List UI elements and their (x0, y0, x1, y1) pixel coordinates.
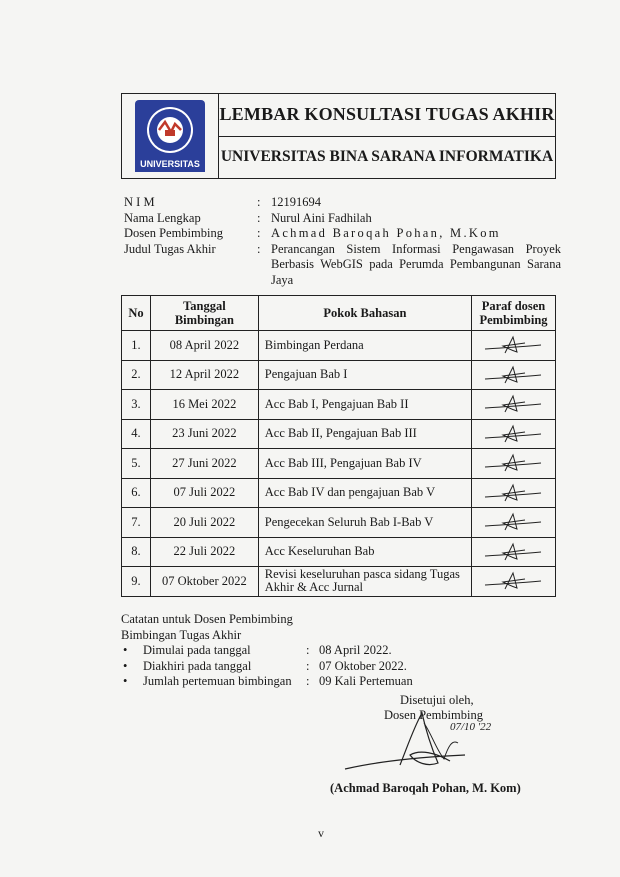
meeting-count-label: Jumlah pertemuan bimbingan (143, 674, 292, 688)
row-date: 20 Juli 2022 (150, 508, 258, 538)
nim-row (124, 195, 561, 211)
notes-line-1: Catatan untuk Dosen Pembimbing (121, 612, 293, 626)
row-date: 23 Juni 2022 (150, 419, 258, 449)
table-row (122, 331, 556, 361)
header-sign: Paraf dosen Pembimbing (472, 296, 556, 331)
row-no: 9. (122, 567, 151, 597)
table-row (122, 478, 556, 508)
row-topic: Acc Bab III, Pengajuan Bab IV (258, 449, 471, 479)
row-no: 5. (122, 449, 151, 479)
advisor-row (124, 226, 561, 242)
row-signature-cell (472, 478, 556, 508)
row-signature-cell (472, 537, 556, 567)
advisor-signature (340, 705, 510, 775)
row-topic: Acc Bab IV dan pengajuan Bab V (258, 478, 471, 508)
table-row (122, 360, 556, 390)
thesis-label: Judul Tugas Akhir (124, 241, 216, 256)
meeting-count-item (121, 674, 413, 690)
row-no: 3. (122, 390, 151, 420)
advisor-colon: : (257, 226, 261, 240)
signature-mark (483, 452, 545, 474)
row-date: 27 Juni 2022 (150, 449, 258, 479)
row-topic: Pengecekan Seluruh Bab I-Bab V (258, 508, 471, 538)
row-no: 7. (122, 508, 151, 538)
start-date-colon: : (306, 643, 310, 657)
signature-mark (483, 334, 545, 356)
row-signature-cell (472, 567, 556, 597)
row-no: 4. (122, 419, 151, 449)
end-date-item (121, 659, 413, 675)
table-row (122, 537, 556, 567)
nim-label: N I M (124, 195, 155, 209)
signature-mark (483, 364, 545, 386)
name-label: Nama Lengkap (124, 210, 201, 225)
table-header-row (122, 296, 556, 331)
table-row (122, 419, 556, 449)
bullet: • (123, 658, 128, 673)
meeting-count-colon: : (306, 674, 310, 688)
row-date: 16 Mei 2022 (150, 390, 258, 420)
row-signature-cell (472, 508, 556, 538)
name-value: Nurul Aini Fadhilah (271, 210, 372, 225)
row-no: 2. (122, 360, 151, 390)
signature-mark (483, 541, 545, 563)
row-no: 1. (122, 331, 151, 361)
row-topic: Acc Bab I, Pengajuan Bab II (258, 390, 471, 420)
signature-mark (483, 570, 545, 592)
student-info (124, 195, 561, 288)
row-topic: Acc Bab II, Pengajuan Bab III (258, 419, 471, 449)
thesis-value: Perancangan Sistem Informasi Pengawasan Proyek Berbasis WebGIS pada Perumda Pembangunan Sarana Jaya (271, 241, 561, 287)
row-topic: Pengajuan Bab I (258, 360, 471, 390)
row-date: 07 Juli 2022 (150, 478, 258, 508)
table-row (122, 567, 556, 597)
logo-label: UNIVERSITAS (140, 159, 200, 169)
signature-mark (483, 482, 545, 504)
university-name: UNIVERSITAS BINA SARANA INFORMATIKA (220, 148, 554, 166)
start-date-item (121, 643, 413, 659)
name-row (124, 211, 561, 227)
header-date: Tanggal Bimbingan (150, 296, 258, 331)
advisor-label: Dosen Pembimbing (124, 226, 223, 240)
row-no: 8. (122, 537, 151, 567)
start-date-value: 08 April 2022. (319, 643, 392, 657)
end-date-label: Diakhiri pada tanggal (143, 658, 252, 673)
nim-value: 12191694 (271, 195, 321, 209)
notes-section (121, 612, 413, 690)
signer-name: (Achmad Baroqah Pohan, M. Kom) (330, 781, 521, 795)
signature-mark (483, 511, 545, 533)
table-row (122, 508, 556, 538)
signature-mark (483, 423, 545, 445)
row-signature-cell (472, 419, 556, 449)
header-topic: Pokok Bahasan (258, 296, 471, 331)
row-date: 12 April 2022 (150, 360, 258, 390)
row-signature-cell (472, 390, 556, 420)
row-date: 22 Juli 2022 (150, 537, 258, 567)
row-no: 6. (122, 478, 151, 508)
notes-line-2: Bimbingan Tugas Akhir (121, 627, 242, 642)
row-date: 07 Oktober 2022 (150, 567, 258, 597)
advisor-role: Dosen Pembimbing (384, 708, 483, 722)
table-row (122, 390, 556, 420)
meeting-count-value: 09 Kali Pertemuan (319, 674, 413, 688)
university-logo (135, 100, 205, 172)
approved-by: Disetujui oleh, (400, 693, 474, 707)
bullet: • (123, 674, 128, 688)
thesis-colon: : (257, 241, 261, 256)
row-signature-cell (472, 360, 556, 390)
name-colon: : (257, 210, 261, 225)
end-date-colon: : (306, 658, 310, 673)
document-title: LEMBAR KONSULTASI TUGAS AKHIR (219, 94, 555, 137)
row-topic: Acc Keseluruhan Bab (258, 537, 471, 567)
page-number: v (318, 826, 324, 840)
nim-colon: : (257, 195, 261, 209)
header-box (121, 93, 556, 179)
bullet: • (123, 643, 128, 657)
start-date-label: Dimulai pada tanggal (143, 643, 251, 657)
row-topic: Bimbingan Perdana (258, 331, 471, 361)
logo-cell (122, 94, 219, 178)
table-row (122, 449, 556, 479)
row-signature-cell (472, 449, 556, 479)
signature-mark (483, 393, 545, 415)
row-topic: Revisi keseluruhan pasca sidang Tugas Akhir & Acc Jurnal (258, 567, 471, 597)
end-date-value: 07 Oktober 2022. (319, 658, 407, 673)
consultation-table (121, 295, 556, 597)
header-no: No (122, 296, 151, 331)
thesis-row (124, 242, 561, 289)
row-signature-cell (472, 331, 556, 361)
row-date: 08 April 2022 (150, 331, 258, 361)
signature-date: 07/10 '22 (450, 721, 492, 733)
advisor-value: Achmad Baroqah Pohan, M.Kom (271, 226, 501, 240)
title-cell (219, 94, 555, 178)
